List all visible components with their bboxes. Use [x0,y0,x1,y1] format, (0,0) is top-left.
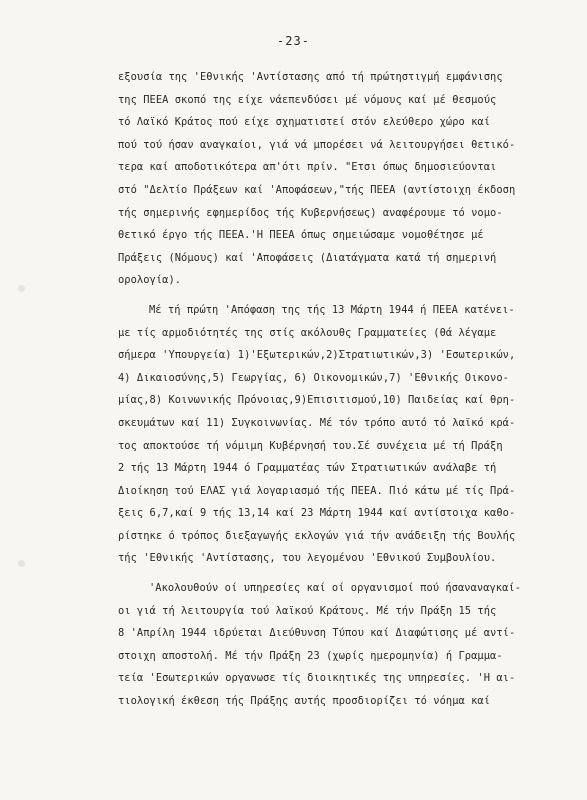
paragraph-1 [118,66,563,292]
text-line: 'Ακολουθούν οί υπηρεσίες καί οί οργανισμοί πού ήσαναναγκαί- [149,582,522,595]
text-line: πού τού ήσαν αναγκαίοι, γιά νά μπορέσει νά λειτουργήσει θετικό- [118,138,516,151]
text-line: στοιχη αποστολή. Μέ τήν Πράξη 23 (χωρίς ημερομηνία) ή Γραμμα- [118,649,503,662]
text-line: οι γιά τή λειτουργία τού λαϊκού Κράτους. Μέ τήν Πράξη 15 τής [118,604,497,617]
text-line: ορολογία). [118,274,182,287]
text-line: τερα καί αποδοτικότερα απ'ότι πρίν. "Ετσι όπως δημοσιεύονται [118,161,497,174]
text-line: Μέ τή πρώτη 'Απόφαση της τής 13 Μάρτη 1944 ή ΠΕΕΑ κατένει- [149,303,515,316]
text-line: ξεις 6,7,καί 9 τής 13,14 καί 23 Μάρτη 1944 καί αντίστοιχα καθο- [118,507,516,520]
page-number: -23- [277,34,310,48]
text-line: τος αποκτούσε τή νόμιμη Κυβέρνησή του.Σέ συνέχεια μέ τή Πράξη [118,439,503,452]
text-line: 8 'Απρίλη 1944 ιδρύεται Διεύθυνση Τύπου καί Διαφώτισης μέ αντί- [118,627,516,640]
text-line: ρίστηκε ό τρόπος διεξαγωγής εκλογών γιά τήν ανάδειξη τής Βουλής [118,529,516,542]
text-line: Διοίκηση τού ΕΛΑΣ γιά λογαριασμό τής ΠΕΕΑ. Πιό κάτω μέ τίς Πρά- [118,484,516,497]
body-text [118,66,563,713]
text-line: τιολογική έκθεση τής Πράξης αυτής προσδιορίζει τό νόημα καί [118,695,491,708]
text-line: τής σημερινής εφημερίδος τής Κυβερνήσεως) αναφέρουμε τό νομο- [118,206,503,219]
paragraph-gap [118,292,563,299]
text-line: τής 'Εθνικής 'Αντίστασης, του λεγομένου 'Εθνικού Συμβουλίου. [118,552,497,565]
paragraph-gap [118,570,563,577]
text-line: τεία 'Εσωτερικών οργανωσε τίς διοικητικές της υπηρεσίες. 'Η αι- [118,672,516,685]
text-line: εξουσία της 'Εθνικής 'Αντίστασης από τή πρώτηστιγμή εμφάνισης [118,71,503,83]
text-line: 2 τής 13 Μάρτη 1944 ό Γραμματέας τών Στρατιωτικών ανάλαβε τή [118,462,497,475]
text-line: με τίς αρμοδιότητές της στίς ακόλουθς Γραμματείες (θά λέγαμε [118,326,497,339]
text-line: τό Λαϊκό Κράτος πού είχε σχηματιστεί στόν ελεύθερο χώρο καί [118,116,491,129]
punch-hole-top [18,285,25,292]
text-line: στό "Δελτίο Πράξεων καί 'Αποφάσεων,"τής ΠΕΕΑ (αντίστοιχη έκδοση [118,183,516,196]
text-line: σκευμάτων καί 11) Συγκοινωνίας. Μέ τόν τρόπο αυτό τό λαϊκό κρά- [118,416,516,429]
text-line: θετικό έργο τής ΠΕΕΑ.'Η ΠΕΕΑ όπως σημειώσαμε νομοθέτησε μέ [118,229,484,242]
text-line: μίας,8) Κοινωνικής Πρόνοιας,9)Επισιτισμού,10) Παιδείας καί θρη- [118,394,516,407]
paragraph-2 [118,299,563,570]
text-line: της ΠΕΕΑ σκοπό της είχε νάεπενδύσει μέ νόμους καί μέ θεσμούς [118,93,497,106]
text-line: σήμερα 'Υπουργεία) 1)'Εξωτερικών,2)Στρατιωτικών,3) 'Εσωτερικών, [118,349,516,362]
punch-hole-bottom [18,560,25,567]
text-line: Πράξεις (Νόμους) καί 'Αποφάσεις (Διατάγματα κατά τή σημερινή [118,251,497,264]
paragraph-3 [118,577,563,713]
text-line: 4) Δικαιοσύνης,5) Γεωργίας, 6) Οικονομικών,7) 'Εθνικής Οικονο- [118,371,509,384]
